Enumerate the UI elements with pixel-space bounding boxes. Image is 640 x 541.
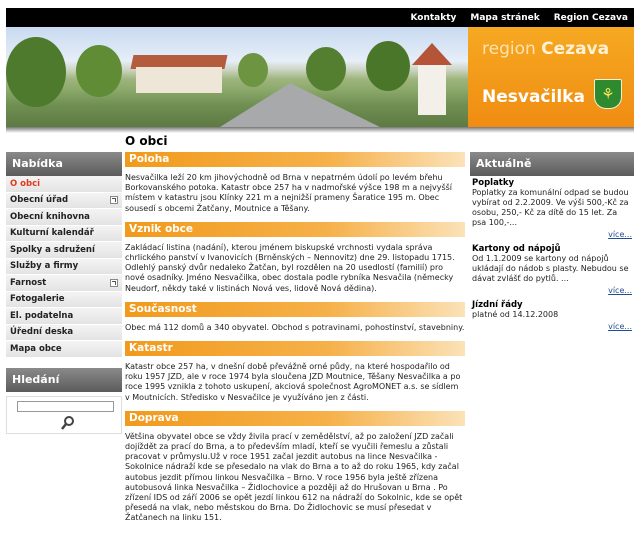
search-input[interactable] <box>17 401 114 412</box>
menu-title: Nabídka <box>6 152 122 176</box>
news-item-text: Od 1.1.2009 se kartony od nápojů ukládají do nádob s plasty. Nebudou se dávat zvlášť do pytlů. ... <box>472 254 629 283</box>
section-text-poloha: Nesvačilka leží 20 km jihovýchodně od Brna v nepatrném údolí po levém břehu Borkovanského potoka. Katastr obce 257 ha v nadmořské výšce 198 m a nejvyšší místem v katastru jsou Klínky 221 m a nejnižší prameny Šaratice 195 m. Obec sousedí s obcemi Žatčany, Moutnice a Těšany. <box>125 173 453 213</box>
menu-item-podatelna[interactable]: El. podatelna <box>6 308 122 325</box>
search-title: Hledání <box>6 368 122 392</box>
section-heading-katastr: Katastr <box>125 341 465 356</box>
news-item-text: platné od 14.12.2008 <box>472 310 559 319</box>
menu-item-kulturni-kalendar[interactable]: Kulturní kalendář <box>6 226 122 243</box>
section-text-doprava: Většina obyvatel obce se vždy živila prací v zemědělství, až po založení JZD začali dojíždět za prací do Brna, a to především mladí, kteří se vyučili řemeslu a zůstali pracovat v průmyslu.Už v roce 1951 začal jezdit autobus na lince Nesvačilka - Sokolnice nádraží kde se přesedalo na vlak do Brna a to až do roku 1965, kdy začal autobus jezdit přímou linkou Nesvačilka – Brno. V roce 1956 byla ještě zřízena autobusová linka Nesvačilka – Židlochovice a později až do Hrušovan u Brna . Po zřízení IDS od září 2006 se opět jezdí linkou 612 na nádraží do Sokolnic, kde se opět přesedá na vlak, nebo městskou do Brna. Do Židlochovic se musí přesedat v Žatčanech na linku 151. <box>125 431 463 523</box>
news-more-link[interactable]: více... <box>608 322 632 331</box>
search-area <box>6 396 122 434</box>
topnav-contacts-link[interactable]: Kontakty <box>410 12 457 23</box>
banner-shadow <box>6 127 634 133</box>
news-more-link[interactable]: více... <box>608 286 632 295</box>
brand-panel <box>468 27 634 127</box>
topnav-sitemap-link[interactable]: Mapa stránek <box>470 12 540 23</box>
news-sidebar <box>470 152 634 336</box>
news-title: Aktuálně <box>470 152 634 176</box>
submenu-arrow-icon <box>110 279 118 287</box>
village-photo <box>6 27 468 127</box>
section-text-vznik: Zakládací listina (nadání), kterou jménem biskupské vrchnosti vydala správa chrlického panství v Ivanovicích (Brněnských – Nennovitz) dne 29. listopadu 1715. Odlehlý panský dvůr nedaleko Žatčan, byl rozdělen na 20 usedlostí (familií) pro nové osadníky. Jméno Nesvačilka, obec dostala podle rybníka Nesvačila (německy Neudorf, někdy také v listinách Nová ves, lidově Nová dědina). <box>125 242 455 293</box>
page-title: O obci <box>125 134 168 148</box>
news-item <box>470 244 634 295</box>
news-more-link[interactable]: více... <box>608 230 632 239</box>
top-navigation <box>410 8 628 27</box>
main-menu <box>6 176 122 358</box>
menu-item-obecni-urad[interactable]: Obecní úřad <box>6 193 122 210</box>
menu-item-spolky[interactable]: Spolky a sdružení <box>6 242 122 259</box>
village-crest-icon: ⚘ <box>594 79 622 109</box>
news-item <box>470 178 634 239</box>
news-item-text: Poplatky za komunální odpad se budou vybírat od 2.2.2009. Ve výši 500,-Kč za osobu, 250,- Kč za dítě do 15 let. Za psa 100,-... <box>472 188 629 227</box>
menu-item-o-obci[interactable]: O obci <box>6 176 122 193</box>
submenu-arrow-icon <box>110 196 118 204</box>
section-heading-poloha: Poloha <box>125 152 465 167</box>
news-item-title[interactable]: Jízdní řády <box>472 300 523 310</box>
menu-item-farnost[interactable]: Farnost <box>6 275 122 292</box>
left-sidebar <box>6 152 122 434</box>
main-content <box>125 134 465 532</box>
section-heading-doprava: Doprava <box>125 411 465 426</box>
section-heading-soucasnost: Současnost <box>125 302 465 317</box>
menu-item-sluzby[interactable]: Služby a firmy <box>6 259 122 276</box>
menu-item-obecni-knihovna[interactable]: Obecní knihovna <box>6 209 122 226</box>
search-box <box>6 368 122 434</box>
menu-item-uredni-deska[interactable]: Úřední deska <box>6 325 122 342</box>
village-name: Nesvačilka <box>482 87 585 107</box>
news-item-title[interactable]: Kartony od nápojů <box>472 244 561 254</box>
header-banner <box>6 27 634 127</box>
news-item-title[interactable]: Poplatky <box>472 178 515 188</box>
section-text-katastr: Katastr obce 257 ha, v dnešní době převážně orné půdy, na které hospodařilo od roku 1957 JZD, ale v roce 1974 byla sloučena JZD Moutnice, Těšany Nesvačilka a po roce 1995 vznikla z tohoto uskupení, akciová společnost AgroMONET a.s. se sídlem v Moutnicích. Středisko v Nesvačilce je využíváno jen z části. <box>125 362 461 402</box>
section-text-soucasnost: Obec má 112 domů a 340 obyvatel. Obchod s potravinami, pohostinství, stavebniny. <box>125 322 465 332</box>
top-bar <box>6 8 634 27</box>
region-title[interactable]: region Cezava <box>482 39 610 59</box>
menu-item-fotogalerie[interactable]: Fotogalerie <box>6 292 122 309</box>
menu-item-mapa-obce[interactable]: Mapa obce <box>6 341 122 358</box>
search-icon[interactable] <box>60 415 76 431</box>
topnav-region-link[interactable]: Region Cezava <box>553 12 628 23</box>
section-heading-vznik: Vznik obce <box>125 222 465 237</box>
news-item <box>470 300 634 331</box>
